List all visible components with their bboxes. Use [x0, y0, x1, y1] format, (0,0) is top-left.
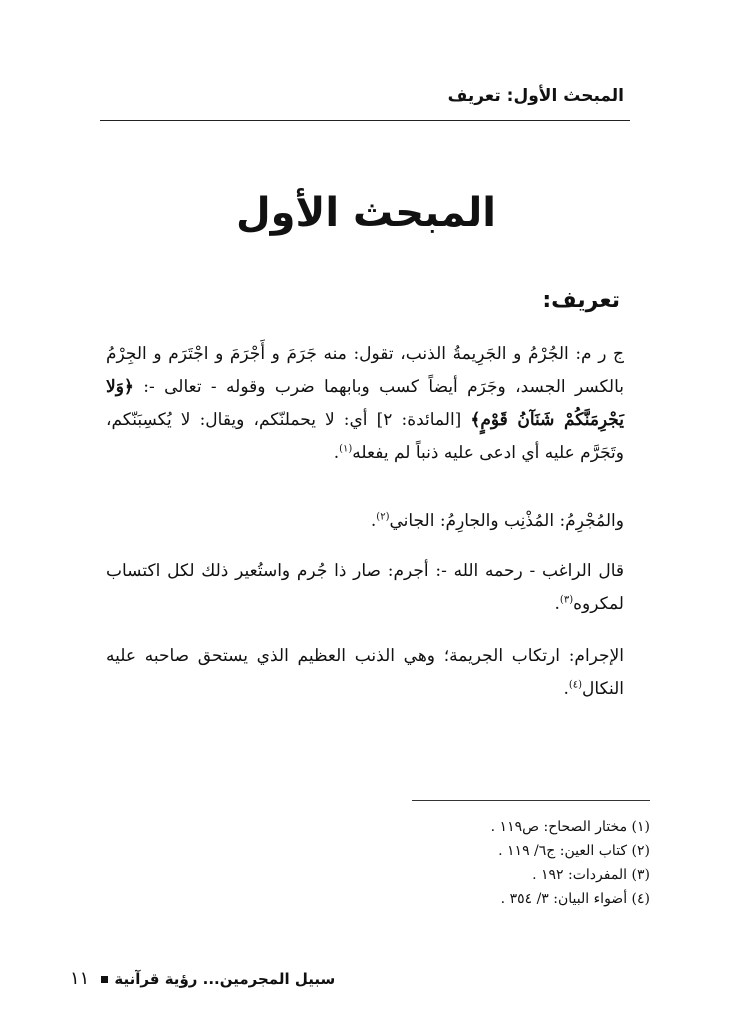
paragraph-definition: [106, 338, 624, 470]
paragraph-end: .: [563, 679, 569, 699]
page-footer: [70, 968, 335, 989]
footnote-divider: [412, 800, 650, 801]
paragraph-text: ج ر م: الجُرْمُ و الجَرِيمةُ الذنب، تقول: منه جَرَمَ و أَجْرَمَ و اجْتَرَم و الجِرْمُ بالكسر الجسد، وجَرَم أيضاً كسب وبابهما ضرب وقوله - تعالى -:: [106, 344, 624, 397]
footnote-item: (٤) أضواء البيان: ٣/ ٣٥٤ .: [500, 891, 650, 907]
quran-verse: ﴿وَلا يَجْرِمَنَّكُمْ شَنَآنُ قَوْمٍ﴾: [106, 377, 625, 430]
paragraph-text: والمُجْرِمُ: المُذْنِب والجارِمُ: الجاني: [389, 511, 624, 531]
paragraph-end: .: [370, 511, 377, 531]
header-divider: [100, 120, 630, 121]
separator-square-icon: [101, 976, 108, 983]
paragraph-text: الإجرام: ارتكاب الجريمة؛ وهي الذنب العظيم الذي يستحق صاحبه عليه النكال: [106, 646, 624, 699]
paragraph-ijram: [106, 640, 624, 706]
page-number: ١١: [70, 968, 90, 989]
footnote-ref-3: (٣): [559, 594, 574, 606]
paragraph-raghib: [106, 555, 624, 621]
footnote-ref-1: (١): [339, 443, 353, 455]
footnotes-list: [350, 815, 650, 911]
footnote-ref-2: (٢): [376, 511, 390, 523]
footnote-item: (٢) كتاب العين: ج٦/ ١١٩ .: [498, 843, 650, 859]
footnote-item: (٣) المفردات: ١٩٢ .: [532, 867, 650, 883]
paragraph-text: [المائدة: ٢] أي: لا يحملنّكم، ويقال: لا يُكسِبَنّكم، وتَجَرَّم عليه أي ادعى عليه ذنباً لم يفعله: [106, 410, 624, 463]
paragraph-end: .: [333, 443, 340, 463]
paragraph-text: قال الراغب - رحمه الله -: أجرم: صار ذا جُرم واستُعير ذلك لكل اكتساب لمكروه: [106, 561, 624, 614]
footnote-ref-4: (٤): [568, 679, 583, 691]
section-heading: تعريف:: [542, 288, 620, 313]
footnote-item: (١) مختار الصحاح: ص١١٩ .: [490, 819, 650, 835]
book-title: سبيل المجرمين... رؤية قرآنية: [114, 970, 336, 988]
paragraph-mujrim: [106, 505, 624, 538]
running-header: المبحث الأول: تعريف: [447, 86, 624, 106]
chapter-title: المبحث الأول: [235, 190, 497, 236]
paragraph-end: .: [554, 594, 560, 614]
